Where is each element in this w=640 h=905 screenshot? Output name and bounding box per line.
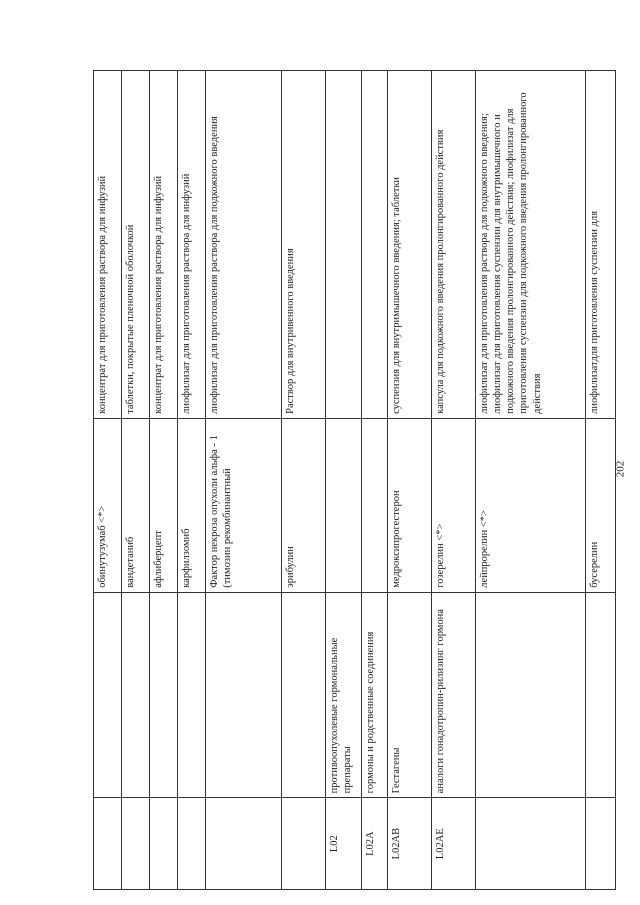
atc-code-cell <box>94 798 122 890</box>
group-cell <box>94 592 122 798</box>
atc-code-cell <box>282 798 326 890</box>
group-cell <box>178 592 206 798</box>
dosage-form-cell <box>362 71 388 419</box>
atc-code-cell <box>586 798 616 890</box>
group-cell <box>122 592 150 798</box>
group-cell <box>476 592 586 798</box>
atc-code-cell: L02A <box>362 798 388 890</box>
group-cell <box>150 592 178 798</box>
dosage-form-cell: Раствор для внутривенного введения <box>282 71 326 419</box>
group-cell <box>586 592 616 798</box>
atc-code-cell <box>122 798 150 890</box>
group-cell: Гестагены <box>388 592 432 798</box>
dosage-form-cell: лиофилизат для приготовления раствора для подкожного введения; лиофилизат для приготовления суспензии для внутримышечного и подкожного введения пролонгированного действия; лиофилизат для приготовления суспензии для подкожного введения пролонгированного действия <box>476 71 586 419</box>
inn-cell: Фактор некроза опухоли альфа - 1 (тимозин рекомбинантный <box>206 418 282 592</box>
table-row <box>326 71 362 890</box>
atc-code-cell <box>476 798 586 890</box>
inn-cell: обинутузумаб <*> <box>94 418 122 592</box>
page-number: 202 <box>614 460 627 478</box>
inn-cell: медроксипрогестерон <box>388 418 432 592</box>
inn-cell: бусерелин <box>586 418 616 592</box>
atc-code-cell: L02AB <box>388 798 432 890</box>
inn-cell: лейпрорелин <*> <box>476 418 586 592</box>
dosage-form-cell: концентрат для приготовления раствора для инфузий <box>150 71 178 419</box>
drug-table <box>93 70 616 890</box>
table-row <box>476 71 586 890</box>
table-row <box>282 71 326 890</box>
inn-cell <box>362 418 388 592</box>
dosage-form-cell <box>326 71 362 419</box>
atc-code-cell: L02 <box>326 798 362 890</box>
table-row <box>586 71 616 890</box>
group-cell <box>206 592 282 798</box>
group-cell: аналоги гонадотропин-рилизинг гормона <box>432 592 476 798</box>
table-row <box>432 71 476 890</box>
table-row <box>206 71 282 890</box>
dosage-form-cell: лиофилизат для приготовления раствора для инфузий <box>178 71 206 419</box>
table-row <box>362 71 388 890</box>
table-row <box>178 71 206 890</box>
inn-cell: афлиберцепт <box>150 418 178 592</box>
table-row <box>94 71 122 890</box>
atc-code-cell: L02AE <box>432 798 476 890</box>
atc-code-cell <box>178 798 206 890</box>
group-cell: гормоны и родственные соединения <box>362 592 388 798</box>
group-cell <box>282 592 326 798</box>
inn-cell: эрибулин <box>282 418 326 592</box>
rotated-table-container <box>93 70 611 890</box>
table-row <box>388 71 432 890</box>
dosage-form-cell: суспензия для внутримышечного введения; таблетки <box>388 71 432 419</box>
inn-cell: гозерелин <*> <box>432 418 476 592</box>
group-cell: противоопухолевые гормональные препараты <box>326 592 362 798</box>
dosage-form-cell: капсула для подкожного введения пролонгированного действия <box>432 71 476 419</box>
dosage-form-cell: концентрат для приготовления раствора для инфузий <box>94 71 122 419</box>
inn-cell <box>326 418 362 592</box>
atc-code-cell <box>206 798 282 890</box>
atc-code-cell <box>150 798 178 890</box>
inn-cell: карфилзомиб <box>178 418 206 592</box>
table-row <box>150 71 178 890</box>
dosage-form-cell: лиофилизат для приготовления раствора для подкожного введения <box>206 71 282 419</box>
dosage-form-cell: лиофилизатдля приготовления суспензии для <box>586 71 616 419</box>
table-body <box>94 71 616 890</box>
dosage-form-cell: таблетки, покрытые пленочной оболочкой <box>122 71 150 419</box>
inn-cell: вандетаниб <box>122 418 150 592</box>
table-row <box>122 71 150 890</box>
